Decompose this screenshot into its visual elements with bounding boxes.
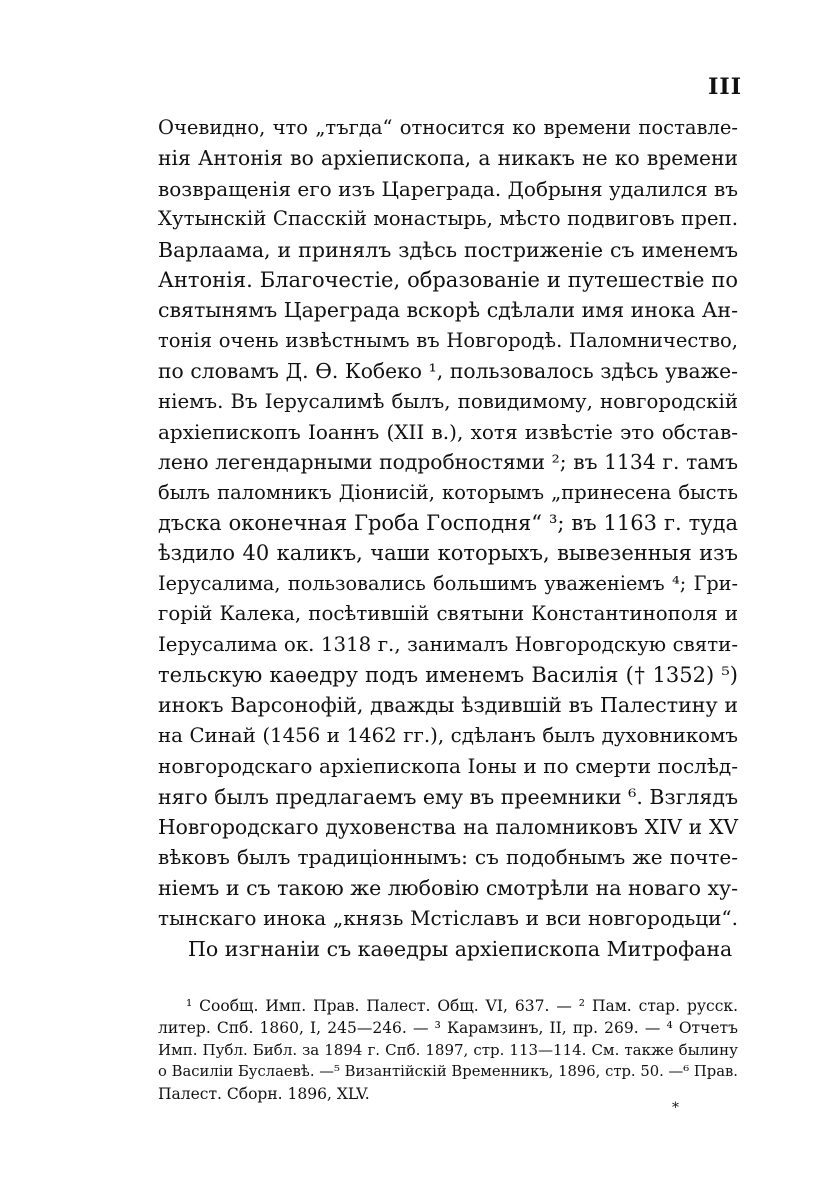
text-line: инокъ Варсонофій, дважды ѣздившій въ Палестину и xyxy=(158,693,738,718)
signature-mark: * xyxy=(672,1100,679,1116)
text-line: Іерусалима ок. 1318 г., занималъ Новгородскую святи- xyxy=(158,632,738,656)
text-line: тонія очень извѣстнымъ въ Новгородѣ. Паломничество, xyxy=(158,328,738,352)
text-line: Варлаама, и принялъ здѣсь постриженіе съ именемъ xyxy=(158,237,738,262)
footnote-line: Палест. Сборн. 1896, XLV. xyxy=(158,1085,370,1103)
footnote-line: о Василіи Буслаевѣ. —⁵ Византійскій Временникъ, 1896, стр. 50. —⁶ Прав. xyxy=(158,1063,738,1080)
text-line: возвращенія его изъ Цареграда. Добрыня удалился въ xyxy=(158,176,738,201)
text-line: ніемъ и съ такою же любовію смотрѣли на новаго ху- xyxy=(158,875,738,900)
text-line: вѣковъ былъ традиціоннымъ: съ подобнымъ же почте- xyxy=(158,845,738,870)
text-line: былъ паломникъ Діонисій, которымъ „принесена бысть xyxy=(158,480,738,504)
text-line: новгородскаго архіепископа Іоны и по смерти послѣд- xyxy=(158,754,738,779)
text-line: архіепископъ Іоаннъ (XII в.), хотя извѣстіе это обстав- xyxy=(158,419,738,444)
text-line: дъска оконечная Гроба Господня“ ³; въ 1163 г. туда xyxy=(158,511,738,536)
text-line: нія Антонія во архіепископа, а никакъ не ко времени xyxy=(158,146,738,171)
text-line: лено легендарными подробностями ²; въ 1134 г. тамъ xyxy=(158,450,738,475)
text-line: няго былъ предлагаемъ ему въ преемники ⁶. Взглядъ xyxy=(158,784,738,809)
text-line: Іерусалима, пользовались большимъ уваженіемъ ⁴; Гри- xyxy=(158,571,738,595)
footnotes xyxy=(158,995,738,1105)
page-number: III xyxy=(708,74,742,100)
text-line: ніемъ. Въ Іерусалимѣ былъ, повидимому, новгородскій xyxy=(158,389,738,413)
text-line: горій Калека, посѣтившій святыни Константинополя и xyxy=(158,602,738,626)
footnote-line: литер. Спб. 1860, I, 245—246. — ³ Карамзинъ, II, пр. 269. — ⁴ Отчетъ xyxy=(158,1019,738,1037)
text-line: тынскаго инока „князь Мстіславъ и вси новгородьци“. xyxy=(158,906,738,931)
text-line: Новгородскаго духовенства на паломниковъ XIV и XV xyxy=(158,814,738,839)
text-line: Очевидно, что „тъгда“ относится ко времени поставле- xyxy=(158,116,738,139)
text-line: По изгнаніи съ каѳедры архіепископа Митрофана xyxy=(188,936,733,961)
text-line: тельскую каѳедру подъ именемъ Василія († 1352) ⁵) xyxy=(158,663,738,688)
footnote-line: ¹ Сообщ. Имп. Прав. Палест. Общ. VI, 637. — ² Пам. стар. русск. xyxy=(186,997,738,1015)
text-line: Хутынскій Спасскій монастырь, мѣсто подвиговъ преп. xyxy=(158,207,738,231)
main-text xyxy=(158,113,738,964)
text-line: ѣздило 40 каликъ, чаши которыхъ, вывезенныя изъ xyxy=(158,541,738,566)
text-line: святынямъ Цареграда вскорѣ сдѣлали имя инока Ан- xyxy=(158,298,738,323)
footnote-line: Имп. Публ. Библ. за 1894 г. Спб. 1897, стр. 113—114. См. также былину xyxy=(158,1041,738,1059)
text-line: Антонія. Благочестіе, образованіе и путешествіе по xyxy=(158,267,738,292)
text-line: на Синай (1456 и 1462 гг.), сдѣланъ былъ духовникомъ xyxy=(158,723,738,747)
text-line: по словамъ Д. Ѳ. Кобеко ¹, пользовалось здѣсь уваже- xyxy=(158,359,738,384)
